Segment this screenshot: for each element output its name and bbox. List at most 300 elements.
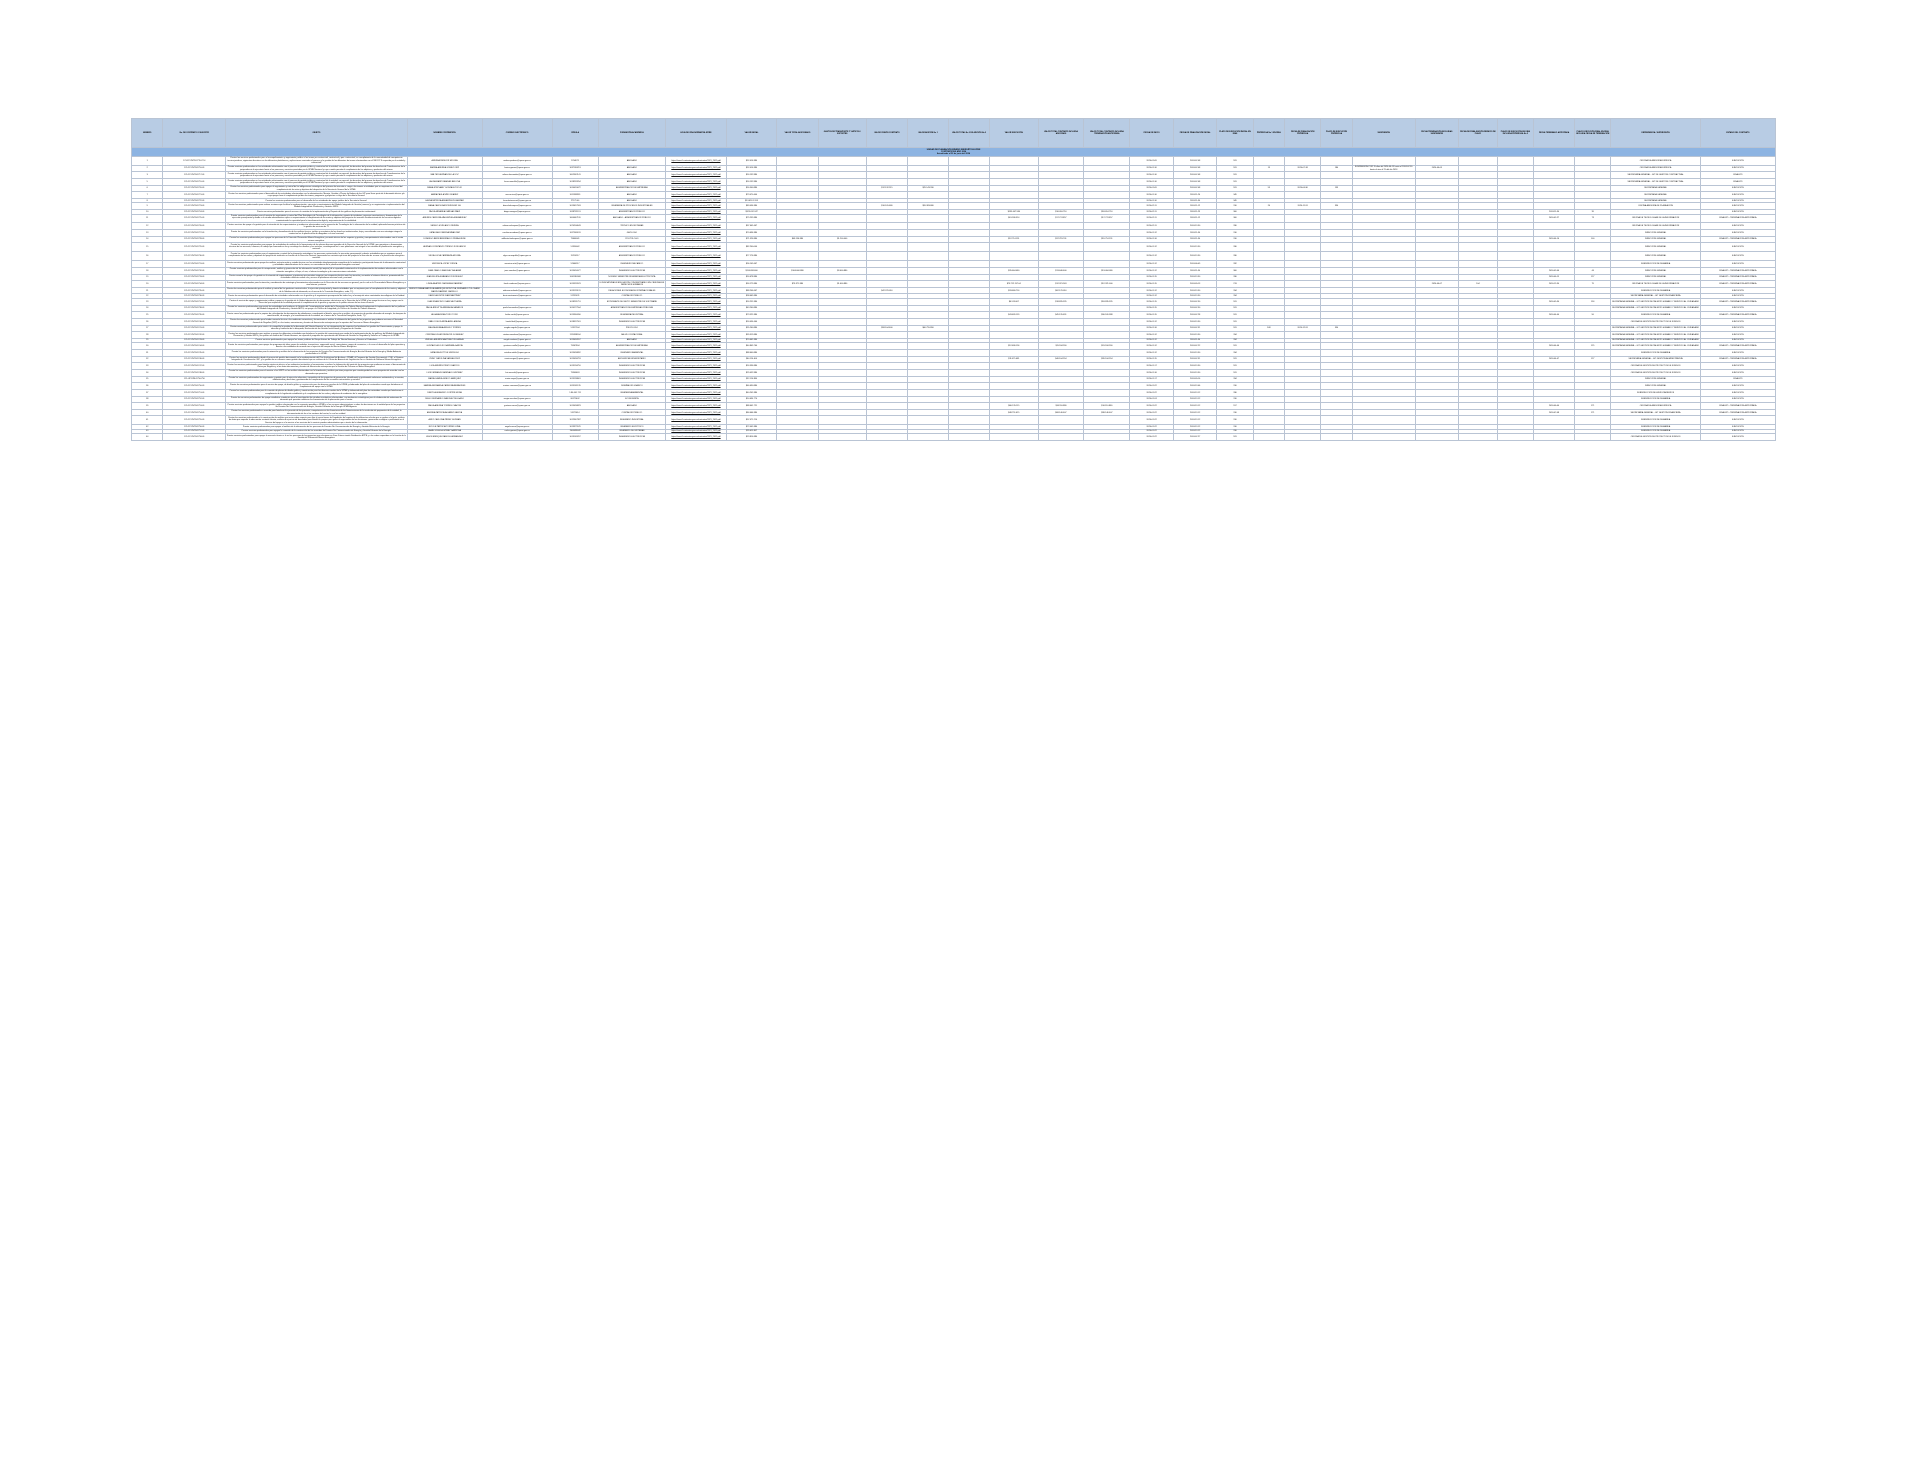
cv-link[interactable]: https://www1.contratos.gov.co/contratos/2021_2415.pdf <box>666 383 726 390</box>
restart-date <box>1459 356 1498 363</box>
total-with-additions <box>1038 203 1084 210</box>
contract-object: Prestar servicios profesionales para el servicio de seguimiento y control del Plan Estratégico de Tecnologías de la información, reporte de incidentes, procesos constructivos y lineamientos de la ejecución presupuestal y donde a el estudio administrativa capaz su requerimiento al cumplimiento de los metas y objetivos del proyecto de inversión Fortalecimiento de los servicios digitales suministrando la capacidad para la transformación digital y mejoramiento de la estabilidad. <box>226 214 407 223</box>
table-row[interactable] <box>132 416 1776 425</box>
cv-link[interactable]: https://www1.contratos.gov.co/contratos/2021_2415.pdf <box>666 210 726 214</box>
contractor-email <box>482 434 552 441</box>
initial-term-days: 310 <box>1217 236 1253 243</box>
assignment-value <box>866 369 907 376</box>
academic-background: ADMINISTRADOR DE EMPRESAS <box>598 185 666 192</box>
cv-link[interactable]: https://www1.contratos.gov.co/contratos/2021_2415.pdf <box>666 172 726 179</box>
contract-number: 121-PCCNTR-2729-01 <box>163 243 226 252</box>
column-header[interactable]: PLAZO DE EJECUCIÓN PRÓRROGA <box>1321 119 1352 148</box>
suspension-end-date <box>1415 403 1459 410</box>
cv-link[interactable]: https://www1.contratos.gov.co/contratos/2021_2415.pdf <box>666 434 726 441</box>
cv-link[interactable]: https://www1.contratos.gov.co/contratos/2021_2415.pdf <box>666 203 726 210</box>
added-value <box>777 332 818 339</box>
early-termination-date: 2024-04-06 <box>1534 343 1575 350</box>
assignment-value <box>866 318 907 325</box>
contractor-name: VERGEL ANDRÉS MARTÍNEZ VILLAREAL <box>407 338 482 342</box>
column-header[interactable]: VALOR TOTAL CONTRATO INCLUIDA TERMINACIÓN ANTICIPADA <box>1084 119 1130 148</box>
cv-link[interactable]: https://www1.contratos.gov.co/contratos/2021_2415.pdf <box>666 192 726 199</box>
contract-object: Prestar los servicios profesionales para realizar acciones que faciliten la implementación, ejecución y mantenimiento del Modelo Integrado de Gestión (normas) y su seguimiento e implementación del Modelo Integrado de Planeación y Gestión -MIPG. <box>226 203 407 210</box>
suspension-note <box>1352 343 1415 350</box>
contract-status: FINALIZÓ <box>1700 172 1775 179</box>
cv-link[interactable]: https://www1.contratos.gov.co/contratos/2021_2415.pdf <box>666 261 726 268</box>
addition-1-value <box>907 389 948 396</box>
total-with-early-termination <box>1084 396 1130 403</box>
extension-term <box>1321 396 1352 403</box>
table-row[interactable] <box>132 298 1776 305</box>
term-with-second-extension <box>1497 223 1533 230</box>
table-row[interactable] <box>132 356 1776 363</box>
cv-link[interactable]: https://www1.contratos.gov.co/contratos/2021_2415.pdf <box>666 349 726 356</box>
table-row[interactable] <box>132 396 1776 403</box>
contract-number: 121-PCCNTR-2725-01 <box>163 214 226 223</box>
assignment-value <box>866 396 907 403</box>
contract-status: EJECUCIÓN <box>1700 223 1775 230</box>
restart-date <box>1459 230 1498 237</box>
restart-date <box>1459 434 1498 441</box>
initial-value: $52.414.880 <box>726 165 777 172</box>
start-date: 2024-01-22 <box>1130 425 1174 429</box>
early-termination-date: 2024-04-04 <box>1534 312 1575 319</box>
initial-value: $70.661.880 <box>726 338 777 342</box>
restart-date <box>1459 376 1498 383</box>
cv-link[interactable]: https://www1.contratos.gov.co/contratos/2021_2415.pdf <box>666 343 726 350</box>
start-date: 2024-01-16 <box>1130 325 1174 332</box>
cv-link[interactable]: https://www1.contratos.gov.co/contratos/2021_2415.pdf <box>666 298 726 305</box>
addition-1-value <box>907 409 948 416</box>
added-value <box>777 396 818 403</box>
column-header[interactable]: CORREO ELECTRÓNICO <box>482 119 552 148</box>
column-header[interactable]: PLAZO DE EJECUCIÓN EN DÍAS INCLUIDA PRÓRROGA No 2 <box>1497 119 1533 148</box>
start-date: 2024-01-10 <box>1130 199 1174 203</box>
table-row[interactable] <box>132 252 1776 261</box>
total-with-early-termination: $18.614.716 <box>1084 210 1130 214</box>
contract-number: 121-PCCNTR-2732-01 <box>163 267 226 274</box>
contractor-email: magda.angulo@upme.gov.co <box>482 325 552 332</box>
initial-term-days: 334 <box>1217 287 1253 294</box>
contractor-name: KARINA ANDREA GÓMEZ OSPI <box>407 165 482 172</box>
early-termination-date <box>1534 179 1575 186</box>
cv-link[interactable]: https://www1.contratos.gov.co/contratos/2021_2415.pdf <box>666 416 726 425</box>
final-term-days <box>1575 172 1611 179</box>
term-with-second-extension <box>1497 396 1533 403</box>
academic-background: ADMINISTRADOR DE EMPRESAS <box>598 343 666 350</box>
column-header[interactable]: FECHA DE FINALIZACIÓN REINICIO DE PLAZO <box>1459 119 1498 148</box>
contract-object: Prestar servicios profesionales para apoyar los análisis, estructuración y estudio técnico con las actividades desplazamiento energética de la institución, participación bases de la información contractual y actividades administrativas de la misma, en concordancia de la planificación energética nacional. <box>227 261 406 267</box>
cv-link[interactable]: https://www1.contratos.gov.co/contratos/2021_2415.pdf <box>666 243 726 252</box>
column-header[interactable]: OBJETO <box>226 119 407 148</box>
total-with-early-termination: $16.110.880 <box>1084 403 1130 410</box>
column-header[interactable]: PLAZO DE EJECUCIÓN INICIAL EN DÍAS <box>1217 119 1253 148</box>
extension-term <box>1321 332 1352 339</box>
travel-expenses <box>818 363 866 370</box>
suspension-note <box>1352 179 1415 186</box>
column-header[interactable]: DEPENDENCIA / SUPERVISIÓN <box>1611 119 1700 148</box>
final-term-days <box>1575 192 1611 199</box>
travel-expenses <box>818 179 866 186</box>
contractor-name: WALTER HERNÁN DE LA VOZ <box>407 172 482 179</box>
contractor-name: MARIA PAULA NIÑO SUÁREZ <box>407 192 482 199</box>
column-header[interactable]: No. DE CONTRATO O SUSCRITO <box>163 119 226 148</box>
column-header[interactable]: FECHA DE INICIO <box>1130 119 1174 148</box>
cv-link[interactable]: https://www1.contratos.gov.co/contratos/2021_2415.pdf <box>666 165 726 172</box>
start-date: 2024-01-12 <box>1130 343 1174 350</box>
extension-end-date <box>1285 192 1321 199</box>
addition-2-value <box>949 376 990 383</box>
final-term-days <box>1575 396 1611 403</box>
contract-status: EJECUCIÓN <box>1700 287 1775 294</box>
cv-link[interactable]: https://www1.contratos.gov.co/contratos/2021_2415.pdf <box>666 185 726 192</box>
supervising-department: SECRETARIA GENERAL - GIT GESTIÓN FINANCIERA <box>1611 294 1700 298</box>
table-row[interactable] <box>132 267 1776 274</box>
travel-expenses <box>818 318 866 325</box>
end-date: 2024-07-31 <box>1173 356 1217 363</box>
addition-2-value <box>949 383 990 390</box>
table-row[interactable] <box>132 165 1776 172</box>
table-row[interactable] <box>132 325 1776 332</box>
start-date: 2024-01-22 <box>1130 416 1174 425</box>
column-header[interactable]: VALOR INICIAL <box>726 119 777 148</box>
contract-object: Prestar como la de apoyo a la gestión en la atención de requerimientos y gestiones que permitan asegurar una respuesta efectiva ante los atención y acuerdos al sistema eléctrico, promoviendo las actividades aferentes sobre uso y acceso la plataforma nacional rural y nacional. <box>226 274 407 281</box>
academic-background: INGENIERO DE SISTEMAS <box>598 429 666 433</box>
contract-object: Prestar servicios profesionales en las actividades relacionadas con el proceso de gestión jurídica y contractual de la entidad, en especial, los derechos del proceso de derechos de Transferencias de la jurisprudencia la ejecutoria frente a los procesos y servicios prestados por la UPME Nacional y cuya cuantía permite el cumplimiento de los objetivos y productos del mismo. <box>227 179 406 184</box>
extension-end-date <box>1285 172 1321 179</box>
extension-term <box>1321 343 1352 350</box>
row-number: 28 <box>132 332 163 339</box>
contract-number: 121-PCCNTR-2735-01 <box>163 287 226 294</box>
row-number: 41 <box>132 416 163 425</box>
suspension-note <box>1352 214 1415 223</box>
table-row[interactable] <box>132 230 1776 237</box>
table-row[interactable] <box>132 223 1776 230</box>
contractor-id: 1070204643 <box>552 223 598 230</box>
end-date: 2024-11-30 <box>1173 338 1217 342</box>
initial-value: $23.816.880 <box>726 434 777 441</box>
extension-days <box>1253 261 1284 268</box>
column-header[interactable]: NOMBRE CONTRATISTA <box>407 119 482 148</box>
cv-link[interactable]: https://www1.contratos.gov.co/contratos/2021_2415.pdf <box>666 332 726 339</box>
contractor-id: 1019198661 <box>552 376 598 383</box>
column-header[interactable]: VALOR EJECUCIÓN <box>990 119 1038 148</box>
column-header[interactable]: VALOR TOTAL No 2 DE ADICIÓN No 2 <box>949 119 990 148</box>
column-header[interactable]: FECHA TERMINADO ANTICIPADA <box>1534 119 1575 148</box>
added-value <box>777 349 818 356</box>
column-header[interactable]: SUSPENSIÓN <box>1352 119 1415 148</box>
supervising-department: SECRETARIA GENERAL - GIT GESTIÓN DE TALENTO HUMANO Y SERVICIO AL CIUDADANO <box>1611 332 1700 339</box>
table-row[interactable] <box>132 179 1776 186</box>
initial-term-days: 181 <box>1217 179 1253 186</box>
addition-1-value: $99.383.680 <box>907 203 948 210</box>
table-row[interactable] <box>132 318 1776 325</box>
cv-link[interactable]: https://www1.contratos.gov.co/contratos/2021_2415.pdf <box>666 156 726 165</box>
total-with-additions <box>1038 243 1084 252</box>
row-number: 31 <box>132 349 163 356</box>
table-row[interactable] <box>132 203 1776 210</box>
contractor-id: 53179614 <box>552 409 598 416</box>
column-header[interactable]: VALOR ADICIÓN No 1 <box>907 119 948 148</box>
start-date: 2024-01-22 <box>1130 409 1174 416</box>
addition-2-value <box>949 274 990 281</box>
cv-link[interactable]: https://www1.contratos.gov.co/contratos/2021_2415.pdf <box>666 312 726 319</box>
start-date: 2024-01-12 <box>1130 318 1174 325</box>
table-header-row <box>132 119 1776 148</box>
added-value <box>777 223 818 230</box>
contract-object: Prestar los servicios profesionales para el servicio de apoyo, de diseño gráfico y construcción para los diversos canales de la UPME y elaborando del plan de contenidos creado que fortalezcan el cumplimiento de apoyo con la UPME. <box>226 383 407 390</box>
table-row[interactable] <box>132 389 1776 396</box>
early-termination-date <box>1534 243 1575 252</box>
travel-expenses <box>818 252 866 261</box>
suspension-note <box>1352 243 1415 252</box>
academic-background: DISEÑADOR GRÁFICO <box>598 383 666 390</box>
cv-link[interactable]: https://www1.contratos.gov.co/contratos/2021_2415.pdf <box>666 281 726 288</box>
supervising-department: SECRETARIA GENERAL - GIT DE GESTIÓN CONTRACTUAL <box>1611 179 1700 186</box>
contractor-id: 1119358304 <box>552 332 598 339</box>
cv-link[interactable]: https://www1.contratos.gov.co/contratos/2021_2415.pdf <box>666 236 726 243</box>
table-row[interactable] <box>132 369 1776 376</box>
column-header[interactable]: FECHA DE FINALIZACIÓN INICIAL <box>1173 119 1217 148</box>
final-term-days: 127 <box>1575 356 1611 363</box>
cv-link[interactable]: https://www1.contratos.gov.co/contratos/2021_2415.pdf <box>666 429 726 433</box>
table-row[interactable] <box>132 403 1776 410</box>
contractor-email: edinson.andrade@upme.gov.co <box>482 287 552 294</box>
early-termination-date <box>1534 261 1575 268</box>
end-date: 2024-06-09 <box>1173 261 1217 268</box>
table-row[interactable] <box>132 434 1776 441</box>
table-row[interactable] <box>132 243 1776 252</box>
contractor-name: DOMINGO BERN BENJIRALDO PENAGUEDE <box>407 236 482 243</box>
column-header[interactable]: VALOR CESIÓN CONTRATO <box>866 119 907 148</box>
suspension-end-date <box>1415 363 1459 370</box>
cv-link[interactable]: https://www1.contratos.gov.co/contratos/2021_2415.pdf <box>666 214 726 223</box>
restart-date <box>1459 243 1498 252</box>
contractor-name: LUIS FERNANDO ARENALS GIRÓMEZ <box>407 369 482 376</box>
column-header[interactable]: FECHA DE FINALIZACIÓN PRÓRROGA <box>1285 119 1321 148</box>
cv-link[interactable]: https://www1.contratos.gov.co/contratos/2021_2415.pdf <box>666 199 726 203</box>
table-row[interactable] <box>132 312 1776 319</box>
column-header[interactable]: VALOR TOTAL CONTRATO INCLUIDA ADICIONES <box>1038 119 1084 148</box>
table-row[interactable] <box>132 343 1776 350</box>
contractor-email: sergio.sanchez@upme.gov.co <box>482 396 552 403</box>
contractor-email: milena.hernandez@upme.gov.co <box>482 172 552 179</box>
contract-number: 121-PCCNTR-2721-01 <box>163 192 226 199</box>
cv-link[interactable]: https://www1.contratos.gov.co/contratos/2021_2415.pdf <box>666 325 726 332</box>
contractor-name: CATALINA JOSEFINA PAVAS PAZ <box>407 230 482 237</box>
cv-link[interactable]: https://www1.contratos.gov.co/contratos/2021_2415.pdf <box>666 376 726 383</box>
column-header[interactable]: HOJA DE VIDA NORMATIVA SPIRE <box>666 119 726 148</box>
cv-link[interactable]: https://www1.contratos.gov.co/contratos/2021_2415.pdf <box>666 409 726 416</box>
column-header[interactable]: FORMACIÓN ACADÉMICA <box>598 119 666 148</box>
extension-days <box>1253 332 1284 339</box>
cv-link[interactable]: https://www1.contratos.gov.co/contratos/2021_2415.pdf <box>666 403 726 410</box>
cv-link[interactable]: https://www1.contratos.gov.co/contratos/2021_2415.pdf <box>666 389 726 396</box>
total-with-additions: $13.646.600 <box>1038 267 1084 274</box>
contractor-id: 1011388911 <box>552 192 598 199</box>
end-date: 2024-12-30 <box>1173 274 1217 281</box>
travel-expenses: $1.600.880 <box>818 281 866 288</box>
academic-background: ARCHIVISTA UNIVERSITARIO <box>598 356 666 363</box>
cv-link[interactable]: https://www1.contratos.gov.co/contratos/2021_2415.pdf <box>666 369 726 376</box>
table-row[interactable] <box>132 214 1776 223</box>
start-date: 2024-01-10 <box>1130 172 1174 179</box>
suspension-end-date <box>1415 434 1459 441</box>
contractor-name: KEVIN ENRIQUE RAMOS HERNÁNDEZ <box>407 434 482 441</box>
addition-2-value <box>949 343 990 350</box>
row-number: 36 <box>132 383 163 390</box>
cv-link[interactable]: https://www1.contratos.gov.co/contratos/2021_2415.pdf <box>666 363 726 370</box>
contract-status: EJECUCIÓN <box>1700 252 1775 261</box>
table-row[interactable] <box>132 305 1776 312</box>
cv-link[interactable]: https://www1.contratos.gov.co/contratos/2021_2415.pdf <box>666 267 726 274</box>
added-value <box>777 192 818 199</box>
contractor-name: MAGDA ELIANA ANGULO TORRES <box>407 325 482 332</box>
contractor-id: 1019056793 <box>552 356 598 363</box>
contractor-id: 1017548011 <box>552 230 598 237</box>
travel-expenses <box>818 287 866 294</box>
extension-days <box>1253 223 1284 230</box>
start-date: 2024-01-22 <box>1130 429 1174 433</box>
contract-status: EJECUCIÓN <box>1700 383 1775 390</box>
table-row[interactable] <box>132 383 1776 390</box>
row-number: 22 <box>132 294 163 298</box>
table-row[interactable] <box>132 363 1776 370</box>
cv-link[interactable]: https://www1.contratos.gov.co/contratos/2021_2415.pdf <box>666 318 726 325</box>
assignment-value <box>866 192 907 199</box>
assignment-value <box>866 230 907 237</box>
table-row[interactable] <box>132 409 1776 416</box>
assignment-value <box>866 252 907 261</box>
initial-term-days: 181 <box>1217 312 1253 319</box>
table-row[interactable] <box>132 192 1776 199</box>
travel-expenses <box>818 434 866 441</box>
total-with-additions: $11.184.990 <box>1038 343 1084 350</box>
column-header[interactable]: NÚMERO <box>132 119 163 148</box>
extension-term <box>1321 230 1352 237</box>
column-header[interactable]: GASTOS DE TRANSPORTE Y VIÁTICOS / SOPORTES <box>818 119 866 148</box>
total-with-additions <box>1038 230 1084 237</box>
table-row[interactable] <box>132 274 1776 281</box>
addition-2-value <box>949 214 990 223</box>
table-row[interactable] <box>132 281 1776 288</box>
restart-date <box>1459 223 1498 230</box>
initial-term-days: 310 <box>1217 416 1253 425</box>
addition-2-value <box>949 252 990 261</box>
contract-number: 121-PCCNTR-2757-01 <box>163 429 226 433</box>
table-row[interactable] <box>132 376 1776 383</box>
cv-link[interactable]: https://www1.contratos.gov.co/contratos/2021_2415.pdf <box>666 223 726 230</box>
travel-expenses <box>818 165 866 172</box>
term-with-second-extension <box>1497 369 1533 376</box>
contract-number: 121-PCCNTR-2750-01 <box>163 383 226 390</box>
early-termination-date <box>1534 230 1575 237</box>
contract-number: 121-PCCNTR-2736-01 <box>163 294 226 298</box>
supervising-department: DIRECCIÓN GENERAL <box>1611 274 1700 281</box>
cv-link[interactable]: https://www1.contratos.gov.co/contratos/2021_2415.pdf <box>666 305 726 312</box>
column-header[interactable]: PRÓRROGA No 1 EN DÍAS <box>1253 119 1284 148</box>
column-header[interactable]: PLAZO EJECUCIÓN FINAL EN DÍAS INCLUIDA FECHA DE TERMINACIÓN <box>1575 119 1611 148</box>
extension-term <box>1321 281 1352 288</box>
suspension-note <box>1352 396 1415 403</box>
supervising-department: SECRETARIA GENERAL - GIT GESTIÓN FINANCIERA <box>1611 409 1700 416</box>
column-header[interactable]: VALOR TOTAL ADICIONADO <box>777 119 818 148</box>
extension-end-date: 2024-04-30 <box>1285 185 1321 192</box>
column-header[interactable]: CÉDULA <box>552 119 598 148</box>
addition-2-value <box>949 243 990 252</box>
supervising-department: SECRETARIA GENERAL - GIT GESTIÓN DE TALENTO HUMANO Y SERVICIO AL CIUDADANO <box>1611 325 1700 332</box>
end-date: 2024-12-30 <box>1173 349 1217 356</box>
end-date: 2024-07-31 <box>1173 325 1217 332</box>
added-value <box>777 261 818 268</box>
contract-number: 121-PCCNTR-2727-01 <box>163 230 226 237</box>
cv-link[interactable]: https://www1.contratos.gov.co/contratos/2021_2415.pdf <box>666 287 726 294</box>
contractor-email <box>482 185 552 192</box>
end-date: 2024-12-30 <box>1173 294 1217 298</box>
extension-end-date <box>1285 243 1321 252</box>
total-with-additions <box>1038 165 1084 172</box>
initial-value: $83.094.880 <box>726 203 777 210</box>
table-row[interactable] <box>132 261 1776 268</box>
extension-term <box>1321 179 1352 186</box>
addition-1-value <box>907 172 948 179</box>
cv-link[interactable]: https://www1.contratos.gov.co/contratos/2021_2415.pdf <box>666 338 726 342</box>
contract-number: 121-PCCNTR-2744-01 <box>163 343 226 350</box>
cv-link[interactable]: https://www1.contratos.gov.co/contratos/2021_2415.pdf <box>666 179 726 186</box>
execution-value <box>990 305 1038 312</box>
extension-term: 180 <box>1321 165 1352 172</box>
cv-link[interactable]: https://www1.contratos.gov.co/contratos/2021_2415.pdf <box>666 396 726 403</box>
academic-background: INGENIERO ELECTRICISTA <box>598 376 666 383</box>
cv-link[interactable]: https://www1.contratos.gov.co/contratos/2021_2415.pdf <box>666 294 726 298</box>
end-date: 2024-07-28 <box>1173 312 1217 319</box>
column-header[interactable]: FECHA TERMINACIÓN INCLUIDAS SUSPENSIÓN <box>1415 119 1459 148</box>
table-row[interactable] <box>132 156 1776 165</box>
table-row[interactable] <box>132 185 1776 192</box>
initial-term-days: 332 <box>1217 261 1253 268</box>
table-row[interactable] <box>132 332 1776 339</box>
row-number: 30 <box>132 343 163 350</box>
initial-term-days: 181 <box>1217 363 1253 370</box>
execution-value <box>990 318 1038 325</box>
row-number: 19 <box>132 274 163 281</box>
restart-date <box>1459 274 1498 281</box>
execution-value: $48.751.615 <box>990 409 1038 416</box>
column-header[interactable]: ESTADO DEL CONTRATO <box>1700 119 1775 148</box>
restart-date <box>1459 287 1498 294</box>
sheet-title-line1: UNIDAD DE PLANEACIÓN MINERO ENERGÉTICA-UPME <box>926 148 981 151</box>
addition-1-value <box>907 267 948 274</box>
row-number: 2 <box>132 165 163 172</box>
table-row[interactable] <box>132 287 1776 294</box>
total-with-additions <box>1038 332 1084 339</box>
total-with-additions <box>1038 192 1084 199</box>
total-with-additions <box>1038 172 1084 179</box>
cv-link[interactable]: https://www1.contratos.gov.co/contratos/2021_2415.pdf <box>666 230 726 237</box>
cv-link[interactable]: https://www1.contratos.gov.co/contratos/2021_2415.pdf <box>666 252 726 261</box>
cv-link[interactable]: https://www1.contratos.gov.co/contratos/2021_2415.pdf <box>666 356 726 363</box>
table-row[interactable] <box>132 236 1776 243</box>
table-row[interactable] <box>132 349 1776 356</box>
total-with-additions: $12.321.563 <box>1038 281 1084 288</box>
row-number: 16 <box>132 252 163 261</box>
contract-status: FINALIZÓ - TERMINACIÓN ANTICIPADA <box>1700 267 1775 274</box>
supervising-department: OFICINA DE GESTIÓN DE PROYECTOS DE FONDOS <box>1611 434 1700 441</box>
cv-link[interactable]: https://www1.contratos.gov.co/contratos/2021_2415.pdf <box>666 425 726 429</box>
cv-link[interactable]: https://www1.contratos.gov.co/contratos/2021_2415.pdf <box>666 274 726 281</box>
suspension-end-date <box>1415 356 1459 363</box>
extension-term <box>1321 287 1352 294</box>
table-row[interactable] <box>132 172 1776 179</box>
